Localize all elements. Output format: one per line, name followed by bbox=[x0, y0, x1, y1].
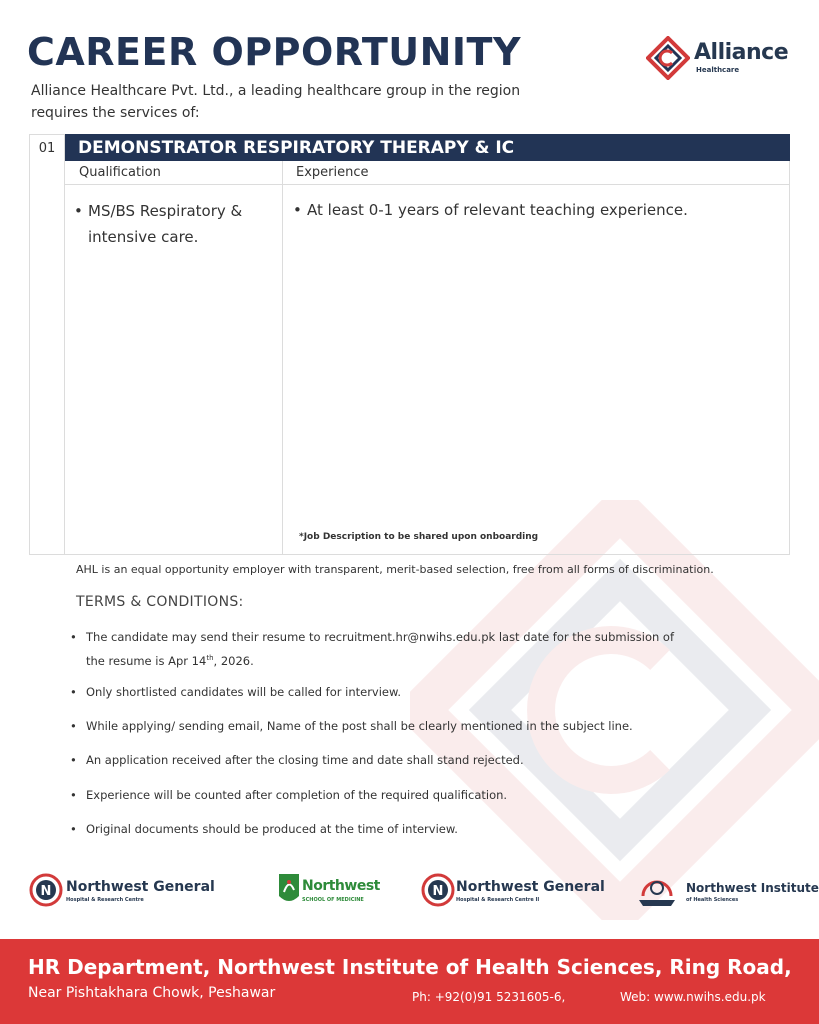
intro-line-2: requires the services of: bbox=[31, 105, 200, 121]
alliance-logo-sub: Healthcare bbox=[696, 66, 740, 74]
partner-3-sub: Hospital & Research Centre II bbox=[456, 897, 540, 903]
partner-logo-northwest-general-ii bbox=[420, 870, 605, 910]
bullet-icon: • bbox=[70, 685, 77, 699]
intro-line-1: Alliance Healthcare Pvt. Ltd., a leading healthcare group in the region bbox=[31, 83, 521, 99]
footer-address-line-2: Near Pishtakhara Chowk, Peshawar bbox=[28, 985, 276, 1001]
qualification-cell bbox=[74, 198, 274, 250]
page-title: CAREER OPPORTUNITY bbox=[27, 30, 521, 74]
northwest-school-shield-icon bbox=[278, 872, 300, 908]
footer-phone: Ph: +92(0)91 5231605-6, bbox=[412, 990, 566, 1004]
term-4-text: An application received after the closing time and date shall stand rejected. bbox=[86, 753, 524, 767]
job-number: 01 bbox=[38, 141, 56, 156]
qualification-header: Qualification bbox=[79, 165, 161, 180]
qualification-line-2: intensive care. bbox=[88, 228, 199, 246]
partner-logo-northwest-school bbox=[278, 870, 380, 910]
experience-cell bbox=[293, 199, 773, 221]
svg-text:N: N bbox=[432, 884, 444, 899]
northwest-general-logo-icon bbox=[28, 872, 64, 908]
term-3-text: While applying/ sending email, Name of the post shall be clearly mentioned in the subject line. bbox=[86, 719, 633, 733]
experience-text: At least 0-1 years of relevant teaching experience. bbox=[307, 201, 688, 219]
job-description-note: *Job Description to be shared upon onboarding bbox=[299, 532, 539, 542]
northwest-general-ii-logo-icon bbox=[420, 872, 456, 908]
bullet-icon: • bbox=[74, 202, 83, 220]
footer-address-line-1: HR Department, Northwest Institute of Health Sciences, Ring Road, bbox=[28, 955, 792, 979]
bullet-icon: • bbox=[70, 630, 77, 644]
term-5-text: Experience will be counted after completion of the required qualification. bbox=[86, 788, 508, 802]
svg-text:N: N bbox=[40, 884, 52, 899]
partner-logo-northwest-general bbox=[28, 870, 215, 910]
term-item-2 bbox=[70, 682, 760, 703]
equal-opportunity-statement: AHL is an equal opportunity employer with transparent, merit-based selection, free from all forms of discrimination. bbox=[76, 563, 714, 576]
bullet-icon: • bbox=[70, 788, 77, 802]
footer-bar bbox=[0, 939, 819, 1024]
intro-text bbox=[31, 80, 551, 124]
qualification-line-1: MS/BS Respiratory & bbox=[88, 202, 243, 220]
table-header-row bbox=[65, 161, 790, 185]
term-1-line-2-end: , 2026. bbox=[213, 653, 254, 668]
alliance-logo-name: Alliance bbox=[694, 40, 789, 65]
partner-2-sub: SCHOOL OF MEDICINE bbox=[302, 897, 364, 903]
partner-1-name: Northwest General bbox=[66, 879, 215, 895]
partner-2-name: Northwest bbox=[302, 878, 380, 894]
bullet-icon: • bbox=[70, 822, 77, 836]
term-item-4 bbox=[70, 750, 760, 771]
term-1-line-2: the resume is Apr 14 bbox=[86, 653, 207, 668]
term-1-line-1: The candidate may send their resume to recruitment.hr@nwihs.edu.pk last date for the submission of bbox=[86, 630, 675, 644]
alliance-logo bbox=[646, 36, 796, 80]
partner-logo-northwest-institute bbox=[635, 870, 819, 910]
partner-1-sub: Hospital & Research Centre bbox=[66, 897, 144, 903]
terms-title: TERMS & CONDITIONS: bbox=[76, 594, 244, 610]
column-divider bbox=[282, 161, 283, 555]
northwest-institute-crest-icon bbox=[635, 872, 679, 910]
term-item-6 bbox=[70, 819, 760, 840]
bullet-icon: • bbox=[70, 719, 77, 733]
partner-3-name: Northwest General bbox=[456, 879, 605, 895]
partner-4-name: Northwest Institute bbox=[686, 881, 819, 895]
alliance-logo-icon bbox=[646, 36, 690, 80]
term-item-3 bbox=[70, 716, 760, 737]
term-item-5 bbox=[70, 785, 760, 806]
bullet-icon: • bbox=[293, 201, 302, 219]
experience-header: Experience bbox=[296, 165, 369, 180]
bullet-icon: • bbox=[70, 753, 77, 767]
term-2-text: Only shortlisted candidates will be called for interview. bbox=[86, 685, 402, 699]
partner-4-sub: of Health Sciences bbox=[686, 897, 739, 903]
job-title: DEMONSTRATOR RESPIRATORY THERAPY & IC bbox=[78, 138, 515, 158]
term-6-text: Original documents should be produced at the time of interview. bbox=[86, 822, 458, 836]
job-number-column bbox=[29, 134, 65, 555]
term-1-superscript: th bbox=[206, 654, 214, 662]
footer-website: Web: www.nwihs.edu.pk bbox=[620, 990, 766, 1004]
term-item-1 bbox=[70, 627, 760, 672]
